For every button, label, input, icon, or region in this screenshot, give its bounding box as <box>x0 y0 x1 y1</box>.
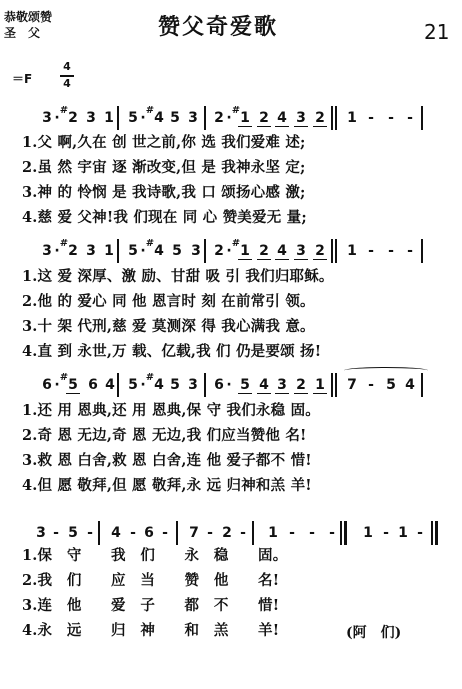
hold-dash: - <box>53 525 59 541</box>
note-number: 2 <box>222 525 232 541</box>
note-number: 1 <box>268 525 278 541</box>
hold-dash: - <box>417 525 423 541</box>
hold-dash: - <box>368 243 374 259</box>
note-number: 3 <box>191 243 201 259</box>
barline <box>331 373 333 397</box>
barline <box>335 373 337 397</box>
dot-mark: · <box>54 110 60 126</box>
dot-mark: · <box>54 377 60 393</box>
note-number: 4 <box>257 377 271 394</box>
barline <box>435 521 438 545</box>
note-number: 3 <box>188 110 198 126</box>
category-line-2: 圣 父 <box>4 26 41 40</box>
lyric-4-4: 4.永 远 归 神 和 羔 羊! <box>22 622 280 639</box>
lyric-3-1: 1.还 用 恩典,还 用 恩典,保 守 我们永稳 固。 <box>22 402 320 419</box>
barline <box>344 521 347 545</box>
note-number: 1 <box>104 243 114 259</box>
note-number: 5 <box>386 377 396 393</box>
note-number: 4 <box>275 243 289 260</box>
note-number: 1 <box>347 110 357 126</box>
barline <box>117 239 119 263</box>
note-number: 5 <box>172 243 182 259</box>
barline <box>204 106 206 130</box>
note-number: 1 <box>104 110 114 126</box>
page-number: 21 <box>424 20 450 44</box>
note-number: 3 <box>188 377 198 393</box>
note-number: 3 <box>42 110 52 126</box>
barline <box>340 521 342 545</box>
barline <box>421 106 423 130</box>
lyric-2-1: 1.这 爱 深厚、激 励、甘甜 吸 引 我们归耶稣。 <box>22 268 334 285</box>
lyric-4-1: 1.保 守 我 们 永 稳 固。 <box>22 547 288 564</box>
hold-dash: - <box>407 243 413 259</box>
sharp-sign: # <box>59 105 69 116</box>
note-number: 1 <box>363 525 373 541</box>
note-number: 2 <box>313 110 327 127</box>
category-line-1: 恭敬颂赞 <box>4 10 53 24</box>
lyric-1-4: 4.慈 爱 父神!我 们现在 同 心 赞美爱无 量; <box>22 209 307 226</box>
note-number: 3 <box>275 377 289 394</box>
dot-mark: · <box>140 377 146 393</box>
note-number: 1 <box>313 377 327 394</box>
hold-dash: - <box>289 525 295 541</box>
hold-dash: - <box>407 110 413 126</box>
amen-text: (阿 们) <box>346 625 402 641</box>
notation-row-1 <box>0 106 462 130</box>
dot-mark: · <box>140 243 146 259</box>
sharp-sign: # <box>145 105 155 116</box>
note-number: 4 <box>405 377 415 393</box>
note-number: 2 <box>68 243 78 259</box>
note-number: 2 <box>257 110 271 127</box>
note-number: 5 <box>238 377 252 394</box>
note-number: 5 <box>128 377 138 393</box>
hold-dash: - <box>388 243 394 259</box>
hold-dash: - <box>207 525 213 541</box>
note-number: 2 <box>313 243 327 260</box>
lyric-1-1: 1.父 啊,久在 创 世之前,你 选 我们爱难 述; <box>22 134 306 151</box>
barline <box>117 106 119 130</box>
barline <box>331 106 333 130</box>
note-number: 3 <box>86 110 96 126</box>
note-number: 5 <box>128 110 138 126</box>
hold-dash: - <box>162 525 168 541</box>
barline <box>335 106 337 130</box>
tie-slur <box>344 367 428 374</box>
dot-mark: · <box>226 243 232 259</box>
note-number: 4 <box>105 377 115 393</box>
note-number: 3 <box>42 243 52 259</box>
note-number: 1 <box>238 243 252 260</box>
note-number: 3 <box>86 243 96 259</box>
note-number: 1 <box>398 525 408 541</box>
note-number: 6 <box>42 377 52 393</box>
note-number: 5 <box>68 525 78 541</box>
barline <box>117 373 119 397</box>
notation-row-3 <box>0 373 462 397</box>
barline <box>204 373 206 397</box>
barline <box>431 521 433 545</box>
note-number: 7 <box>347 377 357 393</box>
time-signature-bottom: 4 <box>63 77 71 90</box>
note-number: 2 <box>294 377 308 394</box>
lyric-2-2: 2.他 的 爱心 同 他 恩言时 刻 在前常引 领。 <box>22 293 315 310</box>
note-number: 6 <box>144 525 154 541</box>
note-number: 6 <box>88 377 98 393</box>
note-number: 2 <box>214 110 224 126</box>
note-number: 2 <box>214 243 224 259</box>
lyric-4-2: 2.我 们 应 当 赞 他 名! <box>22 572 280 589</box>
lyric-3-4: 4.但 愿 敬拜,但 愿 敬拜,永 远 归神和羔 羊! <box>22 477 312 494</box>
lyric-3-3: 3.救 恩 白舍,救 恩 白舍,连 他 爱子都不 惜! <box>22 452 312 469</box>
dot-mark: · <box>226 377 232 393</box>
lyric-2-4: 4.直 到 永世,万 载、亿载,我 们 仍是要颂 扬! <box>22 343 322 360</box>
note-number: 7 <box>189 525 199 541</box>
barline <box>421 239 423 263</box>
note-number: 4 <box>154 110 164 126</box>
note-number: 5 <box>170 110 180 126</box>
note-number: 5 <box>170 377 180 393</box>
lyric-1-2: 2.虽 然 宇宙 逐 渐改变,但 是 我神永坚 定; <box>22 159 306 176</box>
note-number: 2 <box>257 243 271 260</box>
song-title: 赞父奇爱歌 <box>158 14 279 40</box>
barline <box>98 521 100 545</box>
hold-dash: - <box>130 525 136 541</box>
note-number: 4 <box>154 377 164 393</box>
hold-dash: - <box>87 525 93 541</box>
notation-row-2 <box>0 239 462 263</box>
dot-mark: · <box>226 110 232 126</box>
sharp-sign: # <box>231 105 241 116</box>
note-number: 1 <box>238 110 252 127</box>
notation-row-4 <box>0 521 462 545</box>
sharp-sign: # <box>145 372 155 383</box>
note-number: 5 <box>66 377 80 394</box>
note-number: 6 <box>214 377 224 393</box>
sharp-sign: # <box>59 372 69 383</box>
barline <box>204 239 206 263</box>
note-number: 3 <box>294 110 308 127</box>
note-number: 2 <box>68 110 78 126</box>
lyric-4-3: 3.连 他 爱 子 都 不 惜! <box>22 597 280 614</box>
note-number: 4 <box>275 110 289 127</box>
hold-dash: - <box>368 110 374 126</box>
barline <box>252 521 254 545</box>
note-number: 5 <box>128 243 138 259</box>
sharp-sign: # <box>59 238 69 249</box>
hold-dash: - <box>388 110 394 126</box>
time-signature-top: 4 <box>63 60 71 73</box>
sharp-sign: # <box>145 238 155 249</box>
hold-dash: - <box>383 525 389 541</box>
lyric-1-3: 3.神 的 怜悯 是 我诗歌,我 口 颂扬心感 激; <box>22 184 306 201</box>
note-number: 3 <box>294 243 308 260</box>
barline <box>335 239 337 263</box>
barline <box>331 239 333 263</box>
key-signature: ＝F <box>12 72 33 86</box>
note-number: 3 <box>36 525 46 541</box>
dot-mark: · <box>140 110 146 126</box>
lyric-3-2: 2.奇 恩 无边,奇 恩 无边,我 们应当赞他 名! <box>22 427 307 444</box>
barline <box>176 521 178 545</box>
note-number: 1 <box>347 243 357 259</box>
note-number: 4 <box>154 243 164 259</box>
hold-dash: - <box>329 525 335 541</box>
hold-dash: - <box>368 377 374 393</box>
dot-mark: · <box>54 243 60 259</box>
sharp-sign: # <box>231 238 241 249</box>
hold-dash: - <box>240 525 246 541</box>
note-number: 4 <box>111 525 121 541</box>
lyric-2-3: 3.十 架 代刑,慈 爱 莫测深 得 我心满我 意。 <box>22 318 315 335</box>
hold-dash: - <box>309 525 315 541</box>
barline <box>421 373 423 397</box>
